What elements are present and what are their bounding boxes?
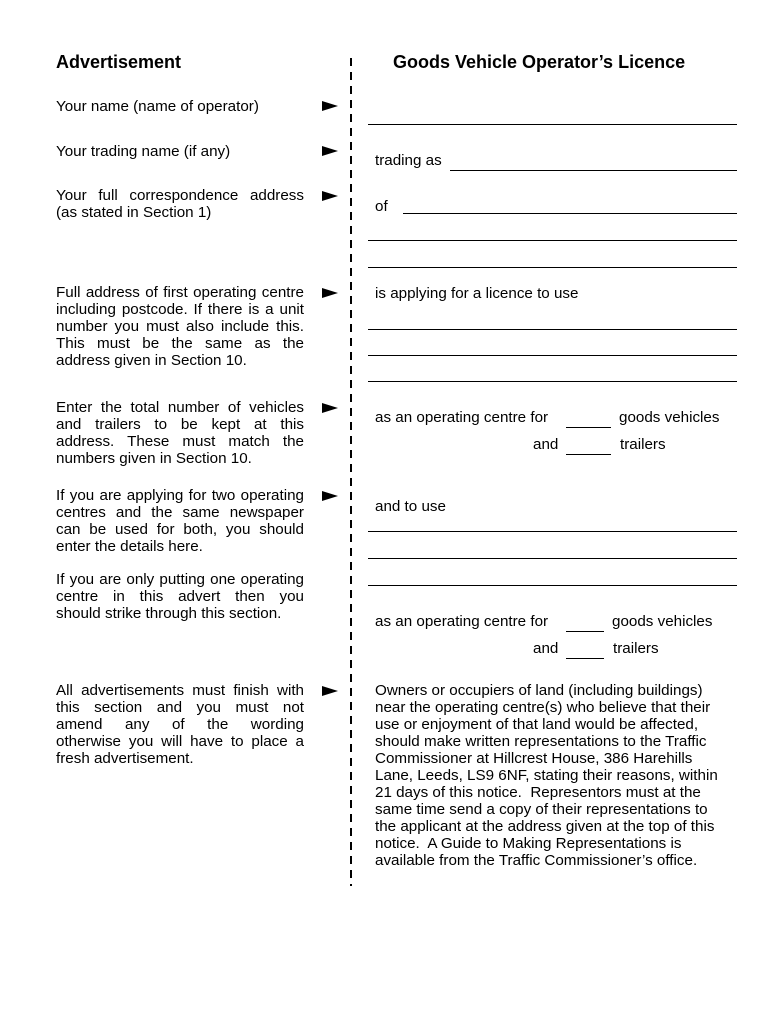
notice-line: use or enjoyment of that land would be affected, — [375, 716, 699, 733]
notice-line: Commissioner at Hillcrest House, 386 Harehills — [375, 750, 693, 767]
notice-line: same time send a copy of their representations to — [375, 801, 708, 818]
trading-as-label: trading as — [375, 152, 442, 169]
centre-1-and-label: and — [533, 436, 559, 453]
centre-1-address-line-1 — [368, 329, 737, 330]
instruction-line: centres and the same newspaper — [56, 504, 304, 521]
centre-2-vehicles-blank — [566, 631, 604, 632]
centre-1-vehicles-label: goods vehicles — [619, 409, 720, 426]
centre-2-vehicles-label: goods vehicles — [612, 613, 713, 630]
notice-line: notice. A Guide to Making Representations is — [375, 835, 682, 852]
instruction-line: can be used for both, you should — [56, 521, 304, 538]
instruction-line: Full address of first operating centre — [56, 284, 304, 301]
instruction-line: including postcode. If there is a unit — [56, 301, 304, 318]
notice-line: near the operating centre(s) who believe that their — [375, 699, 711, 716]
instruction-line: If you are applying for two operating — [56, 487, 304, 504]
notice-line: Owners or occupiers of land (including buildings) — [375, 682, 703, 699]
instruction-line: Your trading name (if any) — [56, 143, 231, 160]
arrow-right-icon — [322, 288, 338, 298]
and-to-use-label: and to use — [375, 498, 446, 515]
centre-2-address-line-2 — [368, 558, 737, 559]
instruction-first-centre-address — [56, 284, 304, 369]
centre-2-address-line-3 — [368, 585, 737, 586]
of-label: of — [375, 198, 388, 215]
arrow-right-icon — [322, 686, 338, 696]
instruction-line: address given in Section 10. — [56, 352, 247, 369]
dashed-divider — [349, 58, 353, 886]
operator-name-line — [368, 124, 737, 125]
notice-line: available from the Traffic Commissioner’s office. — [375, 852, 698, 869]
instruction-operator-name — [56, 98, 304, 115]
instruction-line: Your full correspondence address — [56, 187, 304, 204]
instruction-final-section — [56, 682, 304, 767]
instruction-line: address. These must match the — [56, 433, 304, 450]
instruction-line: All advertisements must finish with — [56, 682, 304, 699]
address-line-1 — [403, 213, 737, 214]
centre-1-trailers-blank — [566, 454, 611, 455]
instruction-line: amend any of the wording — [56, 716, 304, 733]
instruction-line: and trailers to be kept at this — [56, 416, 304, 433]
instruction-line: If you are only putting one operating — [56, 571, 304, 588]
centre-2-trailers-blank — [566, 658, 604, 659]
instruction-line: numbers given in Section 10. — [56, 450, 252, 467]
instruction-line: (as stated in Section 1) — [56, 204, 212, 221]
address-line-3 — [368, 267, 737, 268]
instruction-correspondence-address — [56, 187, 304, 221]
notice-line: should make written representations to the Traffic — [375, 733, 707, 750]
arrow-right-icon — [322, 101, 338, 111]
instruction-line: should strike through this section. — [56, 605, 282, 622]
instruction-line: Your name (name of operator) — [56, 98, 259, 115]
centre-2-address-line-1 — [368, 531, 737, 532]
instruction-line: This must be the same as the — [56, 335, 304, 352]
instruction-line: Enter the total number of vehicles — [56, 399, 304, 416]
notice-line: the applicant at the address given at the top of this — [375, 818, 715, 835]
arrow-right-icon — [322, 491, 338, 501]
instruction-second-centre — [56, 487, 304, 555]
centre-1-vehicles-blank — [566, 427, 611, 428]
instruction-line: otherwise you will have to place a — [56, 733, 304, 750]
centre-1-address-line-3 — [368, 381, 737, 382]
centre-2-prefix: as an operating centre for — [375, 613, 549, 630]
instruction-line: this section and you must not — [56, 699, 304, 716]
arrow-right-icon — [322, 191, 338, 201]
instruction-strike-through — [56, 571, 304, 622]
arrow-right-icon — [322, 403, 338, 413]
centre-2-and-label: and — [533, 640, 559, 657]
centre-1-address-line-2 — [368, 355, 737, 356]
trading-name-line — [450, 170, 737, 171]
arrow-right-icon — [322, 146, 338, 156]
instruction-vehicle-numbers — [56, 399, 304, 467]
instruction-line: centre in this advert then you — [56, 588, 304, 605]
instruction-line: number you must also include this. — [56, 318, 304, 335]
instruction-trading-name — [56, 143, 304, 160]
centre-2-trailers-label: trailers — [613, 640, 659, 657]
centre-1-trailers-label: trailers — [620, 436, 666, 453]
instruction-line: enter the details here. — [56, 538, 203, 555]
notice-line: 21 days of this notice. Representors must at the — [375, 784, 701, 801]
licence-heading: Goods Vehicle Operator’s Licence — [393, 52, 686, 72]
advertisement-heading: Advertisement — [56, 52, 182, 72]
instruction-line: fresh advertisement. — [56, 750, 194, 767]
address-line-2 — [368, 240, 737, 241]
applying-label: is applying for a licence to use — [375, 285, 579, 302]
centre-1-prefix: as an operating centre for — [375, 409, 549, 426]
notice-line: Lane, Leeds, LS9 6NF, stating their reasons, within — [375, 767, 718, 784]
representations-notice — [375, 682, 737, 869]
